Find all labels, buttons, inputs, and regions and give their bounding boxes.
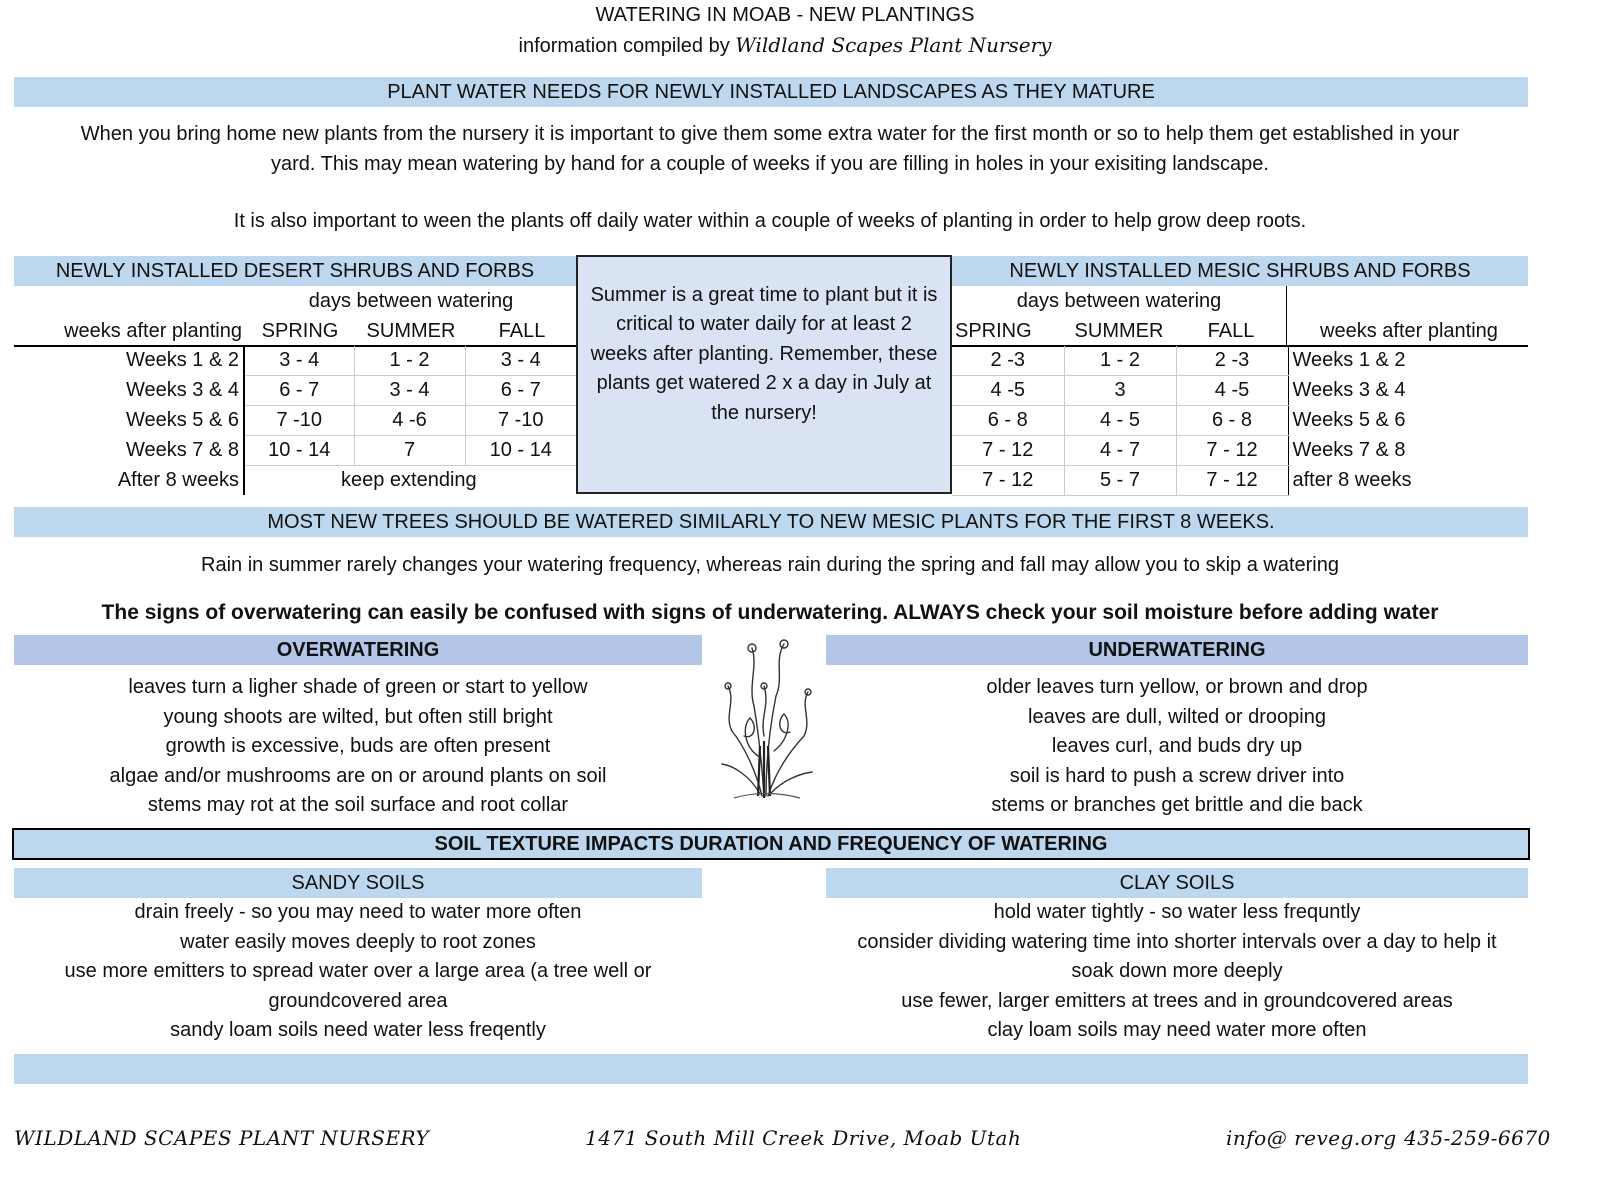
list-item: soil is hard to push a screw driver into [1009, 764, 1345, 787]
list-item: older leaves turn yellow, or brown and drop [986, 676, 1368, 698]
desert-cell: 7 -10 [465, 406, 576, 436]
summer-note-line: weeks after planting. Remember, these [590, 342, 938, 365]
mesic-cell: 6 - 8 [952, 406, 1064, 436]
list-item: groundcovered area [268, 989, 448, 1012]
mesic-cell: 7 - 12 [1176, 436, 1288, 466]
desert-cell: 1 - 2 [354, 346, 465, 376]
mesic-cell: 3 [1064, 376, 1176, 406]
list-item: water easily moves deeply to root zones [180, 930, 536, 953]
mesic-cell: 4 -5 [1176, 376, 1288, 406]
list-item: hold water tightly - so water less frequntly [993, 901, 1361, 923]
table-row [952, 466, 1528, 496]
mesic-cell: 1 - 2 [1064, 346, 1176, 376]
desert-weeks-label: weeks after planting [64, 320, 242, 342]
desert-season-fall: FALL [498, 320, 546, 342]
mesic-season-fall: FALL [1207, 320, 1255, 342]
footer-nursery-name: WILDLAND SCAPES PLANT NURSERY [14, 1126, 430, 1150]
footer-email: info@ reveg.org [1226, 1126, 1397, 1150]
list-item: consider dividing watering time into shorter intervals over a day to help it [857, 930, 1497, 953]
mesic-season-spring: SPRING [955, 320, 1032, 342]
desert-days-label: days between watering [308, 290, 514, 312]
mesic-table [952, 346, 1528, 496]
underwatering-list [826, 673, 1528, 821]
table-row [952, 376, 1528, 406]
mesic-row-label: Weeks 3 & 4 [1292, 379, 1406, 401]
list-item: leaves are dull, wilted or drooping [1028, 705, 1326, 728]
desert-row-label: Weeks 7 & 8 [14, 436, 244, 466]
overwatering-list [14, 673, 702, 821]
mesic-row-label: Weeks 1 & 2 [1292, 349, 1406, 372]
list-item: stems or branches get brittle and die back [991, 794, 1363, 817]
mesic-row-label: after 8 weeks [1292, 469, 1412, 491]
mesic-cell: 2 -3 [1176, 346, 1288, 376]
desert-cell: 6 - 7 [244, 376, 354, 406]
desert-cell: 3 - 4 [354, 376, 465, 406]
mesic-cell: 4 - 5 [1064, 406, 1176, 436]
desert-table [14, 346, 576, 495]
mesic-cell: 7 - 12 [1176, 466, 1288, 496]
overwatering-title: OVERWATERING [14, 635, 702, 665]
intro-paragraph-line2: yard. This may mean watering by hand for a couple of weeks if you are filling in holes in your exisiting landscape. [271, 153, 1269, 175]
desert-row-label: After 8 weeks [14, 466, 244, 496]
list-item: young shoots are wilted, but often still bright [163, 705, 553, 728]
soil-texture-band: SOIL TEXTURE IMPACTS DURATION AND FREQUENCY OF WATERING [12, 828, 1530, 860]
compiled-by-prefix: information compiled by [518, 35, 730, 57]
mesic-cell: 6 - 8 [1176, 406, 1288, 436]
section-band-water-needs: PLANT WATER NEEDS FOR NEWLY INSTALLED LANDSCAPES AS THEY MATURE [14, 77, 1528, 107]
rain-note: Rain in summer rarely changes your watering frequency, whereas rain during the spring and fall may allow you to skip a watering [201, 554, 1339, 576]
summer-note-box [576, 255, 952, 494]
desert-row-label: Weeks 1 & 2 [14, 346, 244, 376]
wilted-plant-illustration [714, 636, 818, 804]
summer-note-line: critical to water daily for at least 2 [616, 313, 912, 336]
intro-paragraph-2: It is also important to ween the plants off daily water within a couple of weeks of planting in order to help grow deep roots. [233, 210, 1307, 232]
list-item: leaves curl, and buds dry up [1051, 735, 1303, 758]
table-row [14, 346, 576, 376]
mesic-days-rule [1286, 286, 1287, 346]
desert-cell: 10 - 14 [244, 436, 354, 466]
summer-note-line: the nursery! [711, 401, 817, 424]
mesic-cell: 5 - 7 [1064, 466, 1176, 496]
mesic-cell: 2 -3 [952, 346, 1064, 376]
table-row [14, 406, 576, 436]
bottom-band [14, 1054, 1528, 1084]
mesic-table-title: NEWLY INSTALLED MESIC SHRUBS AND FORBS [952, 256, 1528, 286]
sandy-soils-list [14, 898, 702, 1046]
mesic-cell: 4 -5 [952, 376, 1064, 406]
footer-phone: 435-259-6670 [1404, 1126, 1551, 1150]
table-row [952, 346, 1528, 376]
mesic-row-label: Weeks 5 & 6 [1292, 409, 1406, 431]
list-item: sandy loam soils need water less freqently [170, 1019, 546, 1042]
table-row [952, 436, 1528, 466]
list-item: soak down more deeply [1071, 960, 1283, 983]
list-item: drain freely - so you may need to water more often [134, 901, 582, 923]
mesic-season-summer: SUMMER [1074, 320, 1164, 342]
table-row [14, 436, 576, 466]
table-row [14, 376, 576, 406]
mesic-cell: 7 - 12 [952, 466, 1064, 496]
desert-table-title: NEWLY INSTALLED DESERT SHRUBS AND FORBS [14, 256, 576, 286]
desert-cell: 10 - 14 [465, 436, 576, 466]
desert-keep-extending: keep extending [341, 469, 477, 491]
mesic-weeks-label: weeks after planting [1320, 320, 1498, 342]
mesic-cell: 7 - 12 [952, 436, 1064, 466]
desert-cell: 3 - 4 [465, 346, 576, 376]
list-item: growth is excessive, buds are often present [165, 735, 551, 758]
clay-soils-title: CLAY SOILS [826, 868, 1528, 898]
trees-band: MOST NEW TREES SHOULD BE WATERED SIMILARLY TO NEW MESIC PLANTS FOR THE FIRST 8 WEEKS. [14, 507, 1528, 537]
summer-note-line: plants get watered 2 x a day in July at [596, 372, 932, 395]
desert-row-label: Weeks 5 & 6 [14, 406, 244, 436]
clay-soils-list [826, 898, 1528, 1046]
summer-note-line: Summer is a great time to plant but it is [590, 283, 938, 306]
table-row [952, 406, 1528, 436]
desert-row-label: Weeks 3 & 4 [14, 376, 244, 406]
desert-season-spring: SPRING [261, 320, 339, 342]
mesic-cell: 4 - 7 [1064, 436, 1176, 466]
summer-note-text [591, 281, 938, 429]
list-item: leaves turn a ligher shade of green or start to yellow [128, 676, 588, 698]
sandy-soils-title: SANDY SOILS [14, 868, 702, 898]
list-item: use fewer, larger emitters at trees and in groundcovered areas [901, 989, 1453, 1012]
list-item: clay loam soils may need water more often [987, 1019, 1367, 1042]
mesic-days-label: days between watering [1016, 290, 1222, 312]
intro-paragraph-line1: When you bring home new plants from the nursery it is important to give them some extra water for the first month or so to help them get established in your [80, 123, 1460, 145]
table-row [14, 466, 576, 496]
mesic-row-label: Weeks 7 & 8 [1292, 439, 1406, 461]
list-item: stems may rot at the soil surface and root collar [147, 794, 569, 817]
footer-address: 1471 South Mill Creek Drive, Moab Utah [585, 1126, 1022, 1150]
desert-cell: 7 -10 [244, 406, 354, 436]
list-item: use more emitters to spread water over a large area (a tree well or [64, 960, 652, 983]
desert-cell: 7 [354, 436, 465, 466]
desert-cell: 4 -6 [354, 406, 465, 436]
signs-note: The signs of overwatering can easily be confused with signs of underwatering. ALWAYS check your soil moisture before adding water [101, 601, 1439, 624]
compiled-by [0, 30, 1570, 61]
underwatering-title: UNDERWATERING [826, 635, 1528, 665]
compiled-by-name: Wildland Scapes Plant Nursery [735, 33, 1052, 57]
desert-cell: 3 - 4 [244, 346, 354, 376]
desert-season-summer: SUMMER [366, 320, 456, 342]
desert-cell: 6 - 7 [465, 376, 576, 406]
list-item: algae and/or mushrooms are on or around plants on soil [109, 764, 607, 787]
page-title: WATERING IN MOAB - NEW PLANTINGS [595, 4, 975, 26]
